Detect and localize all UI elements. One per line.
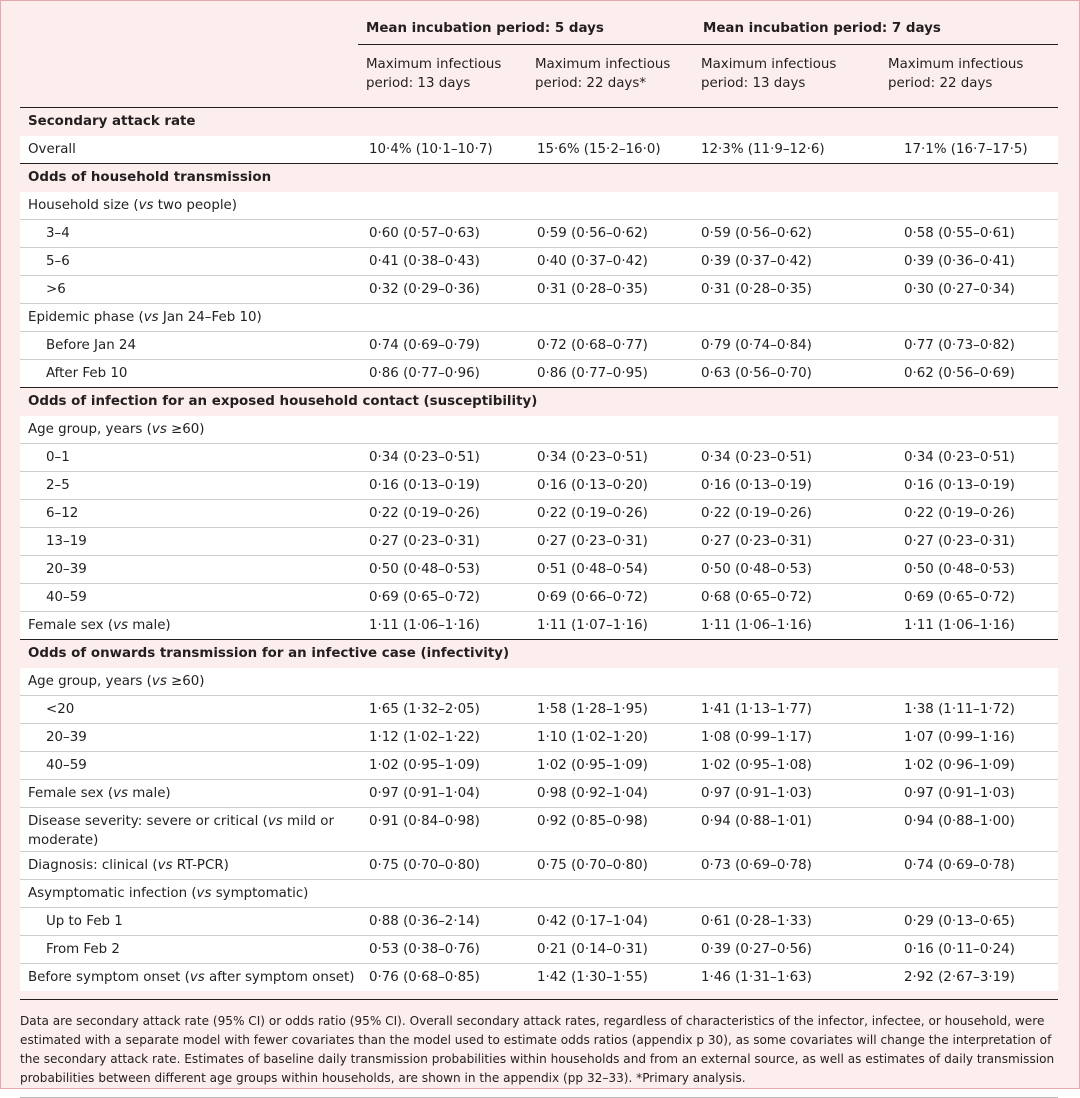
row-label-vs: vs	[189, 970, 205, 985]
table-body	[20, 108, 1058, 992]
value-cell: 0·50 (0·48–0·53)	[358, 556, 527, 584]
value-cell	[358, 192, 527, 220]
col-header-line: Maximum infectious	[366, 57, 502, 72]
table-row	[20, 136, 1058, 164]
value-cell: 0·59 (0·56–0·62)	[693, 220, 880, 248]
value-cell: 0·58 (0·55–0·61)	[880, 220, 1058, 248]
row-label	[20, 612, 358, 640]
value-cell: 1·08 (0·99–1·17)	[693, 724, 880, 752]
value-cell	[527, 192, 693, 220]
section-header	[20, 640, 1058, 669]
col-header-line: Maximum infectious	[888, 57, 1024, 72]
section-title: Odds of onwards transmission for an infective case (infectivity)	[20, 640, 1058, 669]
footnote: Data are secondary attack rate (95% CI) or odds ratio (95% CI). Overall secondary attack rates, regardless of characteristics of the infector, infectee, or household, were estimated with a separate model with fewer covariates than the model used to estimate odds ratios (appendix p 30), as some covariates will change the interpretation of the secondary attack rate. Estimates of baseline daily transmission probabilities within households and from an external source, as well as estimates of daily transmission probabilities between different age groups within households, are shown in the appendix (pp 32–33). *Primary analysis.	[20, 999, 1058, 1088]
row-label-text: 40–59	[46, 758, 87, 773]
row-label	[20, 852, 358, 880]
row-label-text: Female sex (	[28, 618, 114, 633]
value-cell: 0·94 (0·88–1·00)	[880, 808, 1058, 852]
row-label-text: 6–12	[46, 506, 79, 521]
value-cell: 0·69 (0·65–0·72)	[358, 584, 527, 612]
row-label-text: 20–39	[46, 730, 87, 745]
value-cell: 0·50 (0·48–0·53)	[693, 556, 880, 584]
row-label	[20, 752, 358, 780]
value-cell: 0·94 (0·88–1·01)	[693, 808, 880, 852]
value-cell: 0·39 (0·36–0·41)	[880, 248, 1058, 276]
row-label	[20, 696, 358, 724]
row-label	[20, 332, 358, 360]
row-label-text: Diagnosis: clinical (	[28, 858, 158, 873]
row-label-vs: vs	[196, 886, 212, 901]
table-row	[20, 248, 1058, 276]
row-label	[20, 584, 358, 612]
table-row	[20, 304, 1058, 332]
row-label	[20, 360, 358, 388]
value-cell: 17·1% (16·7–17·5)	[880, 136, 1058, 164]
table-row	[20, 472, 1058, 500]
value-cell	[527, 416, 693, 444]
table-row	[20, 360, 1058, 388]
table-row	[20, 276, 1058, 304]
table-row	[20, 332, 1058, 360]
table-row	[20, 752, 1058, 780]
value-cell: 1·07 (0·99–1·16)	[880, 724, 1058, 752]
row-label	[20, 472, 358, 500]
table-row	[20, 780, 1058, 808]
row-label	[20, 248, 358, 276]
value-cell: 1·38 (1·11–1·72)	[880, 696, 1058, 724]
value-cell: 0·42 (0·17–1·04)	[527, 908, 693, 936]
value-cell	[358, 416, 527, 444]
row-label-text: Female sex (	[28, 786, 114, 801]
value-cell	[880, 416, 1058, 444]
section-header	[20, 164, 1058, 193]
table-row	[20, 964, 1058, 992]
row-label	[20, 444, 358, 472]
value-cell: 1·02 (0·95–1·09)	[358, 752, 527, 780]
col-header-line: Maximum infectious	[701, 57, 837, 72]
col-header-line: period: 22 days*	[535, 76, 647, 91]
row-label-text: Before Jan 24	[46, 338, 136, 353]
table-row	[20, 852, 1058, 880]
value-cell: 1·11 (1·06–1·16)	[693, 612, 880, 640]
row-label-tail: male)	[127, 786, 171, 801]
row-label-tail: two people)	[153, 198, 238, 213]
value-cell: 1·02 (0·95–1·08)	[693, 752, 880, 780]
table-row	[20, 416, 1058, 444]
table-row	[20, 668, 1058, 696]
value-cell: 0·86 (0·77–0·96)	[358, 360, 527, 388]
row-label	[20, 528, 358, 556]
row-label-vs: vs	[157, 858, 173, 873]
value-cell: 2·92 (2·67–3·19)	[880, 964, 1058, 992]
row-label-vs: vs	[113, 786, 128, 801]
value-cell: 0·60 (0·57–0·63)	[358, 220, 527, 248]
col-header-line: period: 13 days	[366, 76, 471, 91]
value-cell: 0·75 (0·70–0·80)	[527, 852, 693, 880]
value-cell	[358, 880, 527, 908]
value-cell: 0·61 (0·28–1·33)	[693, 908, 880, 936]
value-cell: 1·02 (0·95–1·09)	[527, 752, 693, 780]
value-cell: 1·11 (1·06–1·16)	[880, 612, 1058, 640]
value-cell: 0·97 (0·91–1·03)	[693, 780, 880, 808]
value-cell: 0·31 (0·28–0·35)	[693, 276, 880, 304]
row-label-text: After Feb 10	[46, 366, 128, 381]
value-cell: 0·74 (0·69–0·79)	[358, 332, 527, 360]
row-label-vs: vs	[113, 618, 128, 633]
row-label-text: Overall	[28, 142, 76, 157]
row-label-vs: vs	[151, 674, 167, 689]
value-cell: 0·88 (0·36–2·14)	[358, 908, 527, 936]
value-cell: 15·6% (15·2–16·0)	[527, 136, 693, 164]
row-label-vs: vs	[151, 422, 167, 437]
table-row	[20, 908, 1058, 936]
table-row	[20, 880, 1058, 908]
value-cell: 0·27 (0·23–0·31)	[358, 528, 527, 556]
row-label	[20, 964, 358, 992]
value-cell: 0·72 (0·68–0·77)	[527, 332, 693, 360]
value-cell: 0·29 (0·13–0·65)	[880, 908, 1058, 936]
row-label	[20, 880, 358, 908]
col-header-line: period: 22 days	[888, 76, 993, 91]
value-cell	[880, 304, 1058, 332]
value-cell: 1·02 (0·96–1·09)	[880, 752, 1058, 780]
row-label-text: Age group, years (	[28, 422, 152, 437]
table-row	[20, 500, 1058, 528]
row-label-text: Age group, years (	[28, 674, 152, 689]
row-label-tail: male)	[127, 618, 171, 633]
row-label-tail: Jan 24–Feb 10)	[158, 310, 262, 325]
row-label	[20, 136, 358, 164]
value-cell: 0·16 (0·13–0·20)	[527, 472, 693, 500]
value-cell: 0·22 (0·19–0·26)	[880, 500, 1058, 528]
value-cell: 0·86 (0·77–0·95)	[527, 360, 693, 388]
value-cell	[358, 304, 527, 332]
row-label-tail: symptomatic)	[211, 886, 309, 901]
col-header-line: Maximum infectious	[535, 57, 671, 72]
value-cell: 0·59 (0·56–0·62)	[527, 220, 693, 248]
value-cell: 1·41 (1·13–1·77)	[693, 696, 880, 724]
value-cell: 0·53 (0·38–0·76)	[358, 936, 527, 964]
row-label-text: From Feb 2	[46, 942, 120, 957]
value-cell	[693, 192, 880, 220]
row-label-text: 0–1	[46, 450, 70, 465]
section-header	[20, 108, 1058, 137]
table-header	[20, 14, 1058, 108]
col-header-1	[358, 45, 527, 108]
row-label	[20, 192, 358, 220]
value-cell: 0·74 (0·69–0·78)	[880, 852, 1058, 880]
row-label-text: 3–4	[46, 226, 70, 241]
row-label-text: Disease severity: severe or critical (	[28, 814, 268, 829]
table-row	[20, 584, 1058, 612]
table-row	[20, 724, 1058, 752]
row-label	[20, 780, 358, 808]
value-cell	[880, 880, 1058, 908]
row-label-text: Epidemic phase (	[28, 310, 144, 325]
row-label-text: 20–39	[46, 562, 87, 577]
row-label-text: Before symptom onset (	[28, 970, 190, 985]
row-label-vs: vs	[143, 310, 159, 325]
group-header-7-days: Mean incubation period: 7 days	[693, 14, 1058, 45]
value-cell: 0·50 (0·48–0·53)	[880, 556, 1058, 584]
value-cell: 0·34 (0·23–0·51)	[358, 444, 527, 472]
value-cell: 1·65 (1·32–2·05)	[358, 696, 527, 724]
col-header-4	[880, 45, 1058, 108]
col-header-line: period: 13 days	[701, 76, 806, 91]
row-label	[20, 416, 358, 444]
value-cell: 1·46 (1·31–1·63)	[693, 964, 880, 992]
row-label-tail: ≥60)	[166, 674, 205, 689]
row-label	[20, 220, 358, 248]
value-cell: 0·22 (0·19–0·26)	[358, 500, 527, 528]
value-cell: 0·27 (0·23–0·31)	[880, 528, 1058, 556]
value-cell: 1·58 (1·28–1·95)	[527, 696, 693, 724]
table-row	[20, 612, 1058, 640]
value-cell: 0·34 (0·23–0·51)	[880, 444, 1058, 472]
value-cell	[693, 416, 880, 444]
value-cell: 0·41 (0·38–0·43)	[358, 248, 527, 276]
row-label-text: 40–59	[46, 590, 87, 605]
section-title: Secondary attack rate	[20, 108, 1058, 137]
value-cell: 0·22 (0·19–0·26)	[527, 500, 693, 528]
row-label-text: Household size (	[28, 198, 139, 213]
value-cell: 0·22 (0·19–0·26)	[693, 500, 880, 528]
value-cell	[880, 192, 1058, 220]
row-label-tail: mild or moderate)	[28, 814, 334, 848]
section-title: Odds of infection for an exposed household contact (susceptibility)	[20, 388, 1058, 417]
value-cell: 0·30 (0·27–0·34)	[880, 276, 1058, 304]
value-cell: 0·62 (0·56–0·69)	[880, 360, 1058, 388]
value-cell: 0·31 (0·28–0·35)	[527, 276, 693, 304]
value-cell: 0·34 (0·23–0·51)	[693, 444, 880, 472]
value-cell: 1·11 (1·06–1·16)	[358, 612, 527, 640]
value-cell: 0·39 (0·37–0·42)	[693, 248, 880, 276]
value-cell: 0·69 (0·65–0·72)	[880, 584, 1058, 612]
value-cell: 0·34 (0·23–0·51)	[527, 444, 693, 472]
header-blank-2	[20, 45, 358, 108]
row-label-tail: ≥60)	[166, 422, 205, 437]
value-cell: 0·63 (0·56–0·70)	[693, 360, 880, 388]
table-row	[20, 556, 1058, 584]
value-cell	[693, 880, 880, 908]
value-cell: 0·92 (0·85–0·98)	[527, 808, 693, 852]
row-label	[20, 668, 358, 696]
table-row	[20, 696, 1058, 724]
table-row	[20, 528, 1058, 556]
row-label-text: <20	[46, 702, 75, 717]
value-cell: 0·75 (0·70–0·80)	[358, 852, 527, 880]
row-label-text: >6	[46, 282, 66, 297]
row-label	[20, 908, 358, 936]
value-cell: 0·98 (0·92–1·04)	[527, 780, 693, 808]
value-cell: 1·10 (1·02–1·20)	[527, 724, 693, 752]
value-cell: 0·51 (0·48–0·54)	[527, 556, 693, 584]
value-cell: 0·16 (0·11–0·24)	[880, 936, 1058, 964]
row-label	[20, 724, 358, 752]
row-label-text: 5–6	[46, 254, 70, 269]
value-cell: 0·91 (0·84–0·98)	[358, 808, 527, 852]
row-label-text: Asymptomatic infection (	[28, 886, 197, 901]
value-cell	[693, 304, 880, 332]
section-header	[20, 388, 1058, 417]
row-label-vs: vs	[138, 198, 154, 213]
row-label	[20, 276, 358, 304]
value-cell	[527, 880, 693, 908]
results-table	[20, 14, 1058, 991]
row-label-vs: vs	[267, 814, 283, 829]
value-cell: 1·42 (1·30–1·55)	[527, 964, 693, 992]
value-cell: 0·40 (0·37–0·42)	[527, 248, 693, 276]
value-cell: 0·76 (0·68–0·85)	[358, 964, 527, 992]
row-label-tail: after symptom onset)	[204, 970, 355, 985]
value-cell	[358, 668, 527, 696]
value-cell: 1·12 (1·02–1·22)	[358, 724, 527, 752]
value-cell: 0·16 (0·13–0·19)	[880, 472, 1058, 500]
value-cell: 0·73 (0·69–0·78)	[693, 852, 880, 880]
value-cell: 0·97 (0·91–1·04)	[358, 780, 527, 808]
value-cell: 10·4% (10·1–10·7)	[358, 136, 527, 164]
value-cell: 0·97 (0·91–1·03)	[880, 780, 1058, 808]
value-cell: 0·16 (0·13–0·19)	[358, 472, 527, 500]
value-cell	[527, 304, 693, 332]
row-label	[20, 808, 358, 852]
value-cell	[527, 668, 693, 696]
table-row	[20, 936, 1058, 964]
table-panel	[20, 14, 1058, 1098]
table-row	[20, 808, 1058, 852]
value-cell: 0·39 (0·27–0·56)	[693, 936, 880, 964]
value-cell: 0·77 (0·73–0·82)	[880, 332, 1058, 360]
table-row	[20, 220, 1058, 248]
header-blank	[20, 14, 358, 45]
row-label-text: Up to Feb 1	[46, 914, 123, 929]
row-label-text: 13–19	[46, 534, 87, 549]
col-header-3	[693, 45, 880, 108]
value-cell: 0·79 (0·74–0·84)	[693, 332, 880, 360]
row-label	[20, 304, 358, 332]
group-header-5-days: Mean incubation period: 5 days	[358, 14, 693, 45]
table-row	[20, 444, 1058, 472]
row-label-text: 2–5	[46, 478, 70, 493]
value-cell: 0·21 (0·14–0·31)	[527, 936, 693, 964]
value-cell: 0·27 (0·23–0·31)	[527, 528, 693, 556]
value-cell: 0·32 (0·29–0·36)	[358, 276, 527, 304]
value-cell: 0·16 (0·13–0·19)	[693, 472, 880, 500]
value-cell	[693, 668, 880, 696]
value-cell: 0·27 (0·23–0·31)	[693, 528, 880, 556]
section-title: Odds of household transmission	[20, 164, 1058, 193]
col-header-2	[527, 45, 693, 108]
value-cell: 12·3% (11·9–12·6)	[693, 136, 880, 164]
value-cell	[880, 668, 1058, 696]
row-label-tail: RT-PCR)	[172, 858, 229, 873]
value-cell: 0·68 (0·65–0·72)	[693, 584, 880, 612]
row-label	[20, 500, 358, 528]
row-label	[20, 556, 358, 584]
table-row	[20, 192, 1058, 220]
value-cell: 0·69 (0·66–0·72)	[527, 584, 693, 612]
row-label	[20, 936, 358, 964]
value-cell: 1·11 (1·07–1·16)	[527, 612, 693, 640]
